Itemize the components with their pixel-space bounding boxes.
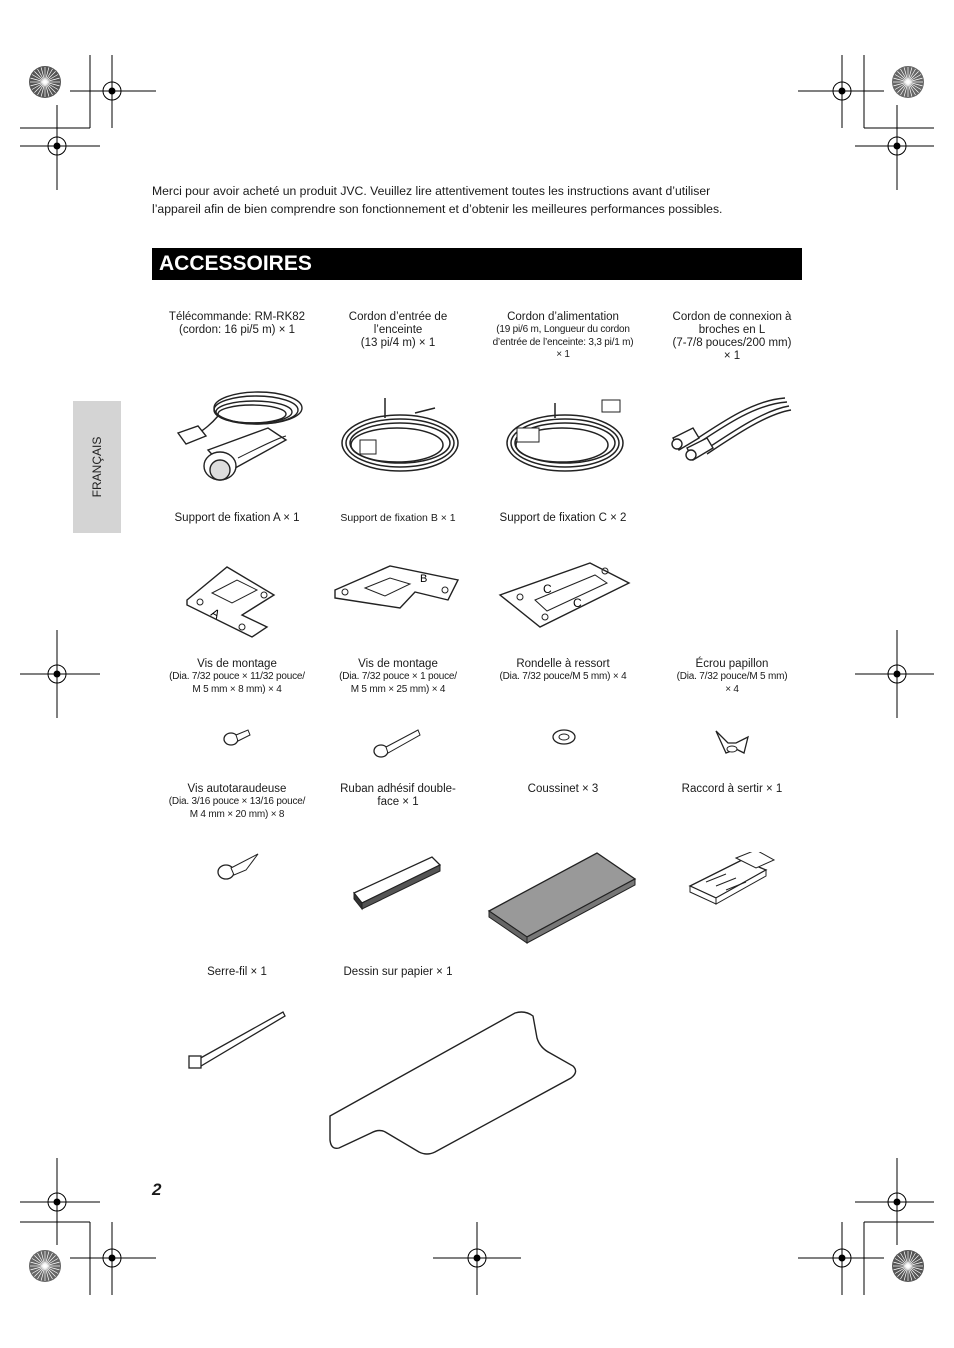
item-label-bracket-a bbox=[152, 512, 322, 525]
label-line: × 1 bbox=[723, 350, 741, 362]
speaker-cord-illustration bbox=[335, 388, 465, 483]
crosshair-mark-icon bbox=[70, 55, 156, 128]
crosshair-mark-icon bbox=[20, 105, 100, 190]
item-label-tapping-screw bbox=[152, 783, 322, 821]
pin-cord-illustration bbox=[665, 390, 795, 470]
detail-line: (Dia. 3/16 pouce × 13/16 pouce/ bbox=[168, 796, 306, 807]
label-line: broches en L bbox=[698, 324, 766, 336]
crosshair-mark-icon bbox=[20, 1158, 100, 1245]
item-label-bracket-b bbox=[313, 512, 483, 525]
bracket-letter: A bbox=[208, 605, 223, 622]
paper-template-illustration bbox=[325, 1008, 580, 1156]
crosshair-mark-icon bbox=[855, 105, 934, 190]
bracket-b-illustration bbox=[330, 558, 465, 618]
label-line: Cordon d’entrée de bbox=[348, 311, 448, 323]
item-label-crimp-connector bbox=[647, 783, 817, 796]
language-tab bbox=[73, 401, 121, 533]
item-label-wing-nut bbox=[647, 658, 817, 696]
bracket-c-illustration bbox=[495, 555, 635, 635]
crosshair-mark-icon bbox=[20, 630, 100, 718]
intro-line: Merci pour avoir acheté un produit JVC. Veuillez lire attentivement toutes les instructions avant d’utiliser bbox=[152, 184, 711, 198]
label-line: Cordon d’alimentation bbox=[507, 311, 619, 323]
label-line: l’enceinte bbox=[373, 324, 423, 336]
crosshair-mark-icon bbox=[433, 1222, 521, 1295]
label-line: (cordon: 16 pi/5 m) × 1 bbox=[178, 324, 296, 336]
label-line: Rondelle à ressort bbox=[516, 658, 610, 670]
label-line: Vis de montage bbox=[358, 658, 438, 670]
screw-long-illustration bbox=[372, 727, 422, 761]
label-line: Raccord à sertir × 1 bbox=[681, 783, 783, 795]
label-line: Dessin sur papier × 1 bbox=[343, 966, 453, 978]
detail-line: (Dia. 7/32 pouce × 1 pouce/ bbox=[339, 671, 457, 682]
label-line: Support de fixation C × 2 bbox=[499, 512, 627, 524]
crosshair-mark-icon bbox=[855, 1158, 934, 1245]
label-line: (Dia. 7/32 pouce/M 5 mm) × 4 bbox=[499, 671, 627, 682]
spring-washer-illustration bbox=[550, 727, 578, 747]
detail-line: d’entrée de l’enceinte: 3,3 pi/1 m) bbox=[492, 336, 634, 348]
label-line: Support de fixation A × 1 bbox=[174, 512, 300, 524]
item-label-bracket-c bbox=[478, 512, 648, 525]
item-label-spring-washer bbox=[478, 658, 648, 684]
label-line: Cordon de connexion à bbox=[672, 311, 792, 323]
label-line: Vis autotaraudeuse bbox=[187, 783, 287, 795]
page-number: 2 bbox=[152, 1180, 162, 1199]
bracket-letter: C bbox=[573, 596, 582, 610]
label-line: Écrou papillon bbox=[695, 658, 769, 670]
label-line: Coussinet × 3 bbox=[527, 783, 599, 795]
item-label-speaker-cord bbox=[313, 311, 483, 350]
detail-line: M 5 mm × 25 mm) × 4 bbox=[350, 683, 446, 695]
remote-control-illustration bbox=[168, 388, 308, 498]
label-line: Support de fixation B × 1 bbox=[340, 512, 456, 524]
item-label-pin-cord bbox=[647, 311, 817, 363]
label-line: (13 pi/4 m) × 1 bbox=[360, 337, 436, 349]
detail-line: (19 pi/6 m, Longueur du cordon bbox=[496, 324, 630, 335]
crosshair-mark-icon bbox=[798, 55, 884, 128]
item-label-remote bbox=[152, 311, 322, 337]
label-line: Télécommande: RM-RK82 bbox=[168, 311, 306, 323]
item-label-cable-tie bbox=[152, 966, 322, 979]
item-label-tape bbox=[313, 783, 483, 809]
item-label-paper-template bbox=[313, 966, 483, 979]
section-banner bbox=[152, 248, 802, 280]
label-line: face × 1 bbox=[377, 796, 419, 808]
detail-line: (Dia. 7/32 pouce/M 5 mm) bbox=[676, 671, 788, 682]
item-label-screw-long bbox=[313, 658, 483, 696]
wing-nut-illustration bbox=[712, 727, 752, 759]
crosshair-mark-icon bbox=[798, 1222, 884, 1295]
intro-paragraph bbox=[152, 182, 812, 218]
label-line: Ruban adhésif double- bbox=[340, 783, 456, 795]
detail-line: × 4 bbox=[725, 683, 739, 695]
intro-line: l’appareil afin de bien comprendre son fonctionnement et d’obtenir les meilleures performances possibles. bbox=[152, 202, 723, 216]
tapping-screw-illustration bbox=[216, 852, 261, 884]
label-line: Vis de montage bbox=[197, 658, 277, 670]
screw-short-illustration bbox=[222, 727, 252, 749]
label-line: Serre-fil × 1 bbox=[207, 966, 267, 978]
detail-line: M 4 mm × 20 mm) × 8 bbox=[189, 808, 285, 820]
power-cord-illustration bbox=[497, 388, 632, 483]
double-sided-tape-illustration bbox=[352, 855, 442, 915]
crosshair-mark-icon bbox=[70, 1222, 156, 1295]
item-label-cushion bbox=[478, 783, 648, 796]
bracket-a-illustration bbox=[182, 555, 277, 640]
cushion-illustration bbox=[487, 851, 639, 946]
section-title: ACCESSOIRES bbox=[159, 252, 312, 275]
crosshair-mark-icon bbox=[855, 630, 934, 718]
crimp-connector-illustration bbox=[686, 852, 778, 918]
detail-line: M 5 mm × 8 mm) × 4 bbox=[192, 683, 282, 695]
detail-line: (Dia. 7/32 pouce × 11/32 pouce/ bbox=[169, 671, 305, 682]
item-label-screw-short bbox=[152, 658, 322, 696]
label-line: (7-7/8 pouces/200 mm) bbox=[672, 337, 792, 349]
cable-tie-illustration bbox=[185, 1008, 290, 1070]
bracket-letter: C bbox=[543, 582, 552, 596]
language-tab-label: FRANÇAIS bbox=[90, 436, 104, 498]
bracket-letter: B bbox=[420, 573, 428, 585]
detail-line: × 1 bbox=[556, 349, 570, 360]
item-label-power-cord bbox=[478, 311, 648, 362]
